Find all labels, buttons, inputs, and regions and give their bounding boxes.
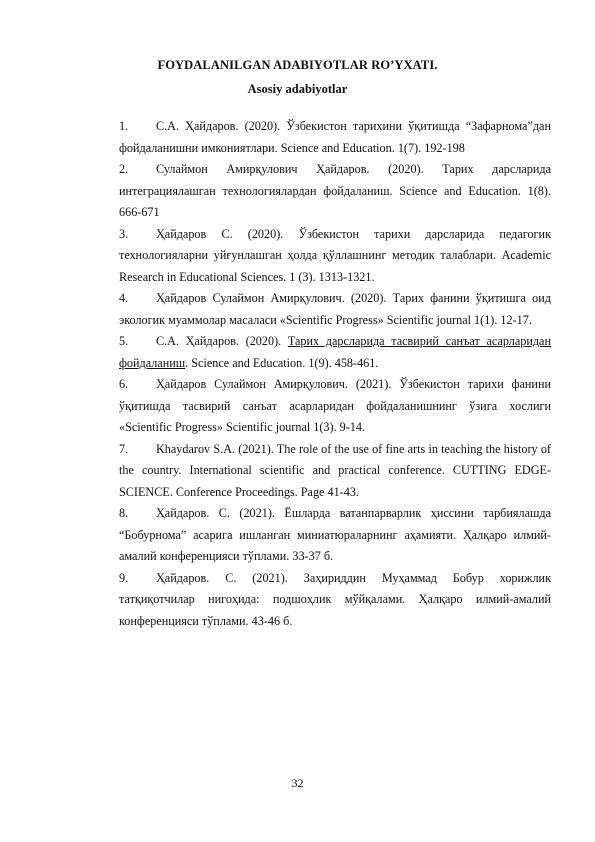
reference-number: 6.	[119, 377, 129, 391]
reference-item	[119, 288, 551, 331]
reference-item	[119, 159, 551, 224]
reference-number: 2.	[119, 162, 129, 176]
reference-number: 5.	[119, 334, 129, 348]
reference-text: Ҳайдаров Сулаймон Амирқулович. (2020). Тарих фанини ўқитишга оид экологик муаммолар масаласи «Scientific Progress» Scientific journal 1(1). 12-17.	[119, 291, 551, 327]
reference-text: Khaydarov S.A. (2021). The role of the use of fine arts in teaching the history of the country. International scientific and practical conference. CUTTING EDGE-SCIENCE. Conference Proceedings. Page 41-43.	[119, 441, 551, 499]
reference-text: Ҳайдаров. С. (2021). Заҳириддин Муҳаммад Бобур хорижлик татқиқотчилар нигоҳида: подшоҳлик мўйқалами. Ҳалқаро илмий-амалий конференцияси тўплами. 43-46 б.	[119, 570, 551, 628]
reference-suffix: . Science and Education. 1(9). 458-461.	[185, 355, 379, 370]
reference-number: 1.	[119, 119, 129, 133]
page-number: 32	[291, 776, 304, 790]
page-title: FOYDALANILGAN ADABIYOTLAR RO’YXATI.	[157, 58, 438, 72]
reference-number: 3.	[119, 226, 129, 241]
reference-item	[119, 439, 551, 504]
reference-item	[119, 503, 551, 568]
reference-list	[119, 116, 551, 632]
reference-text: Ҳайдаров С. (2020). Ўзбекистон тарихи дарсларида педагогик технологияларни уйғунлашган ҳолда қўллашнинг методик талаблари. Academic Research in Educational Sciences. 1 (3). 1313-1321.	[119, 226, 551, 284]
reference-number: 8.	[119, 506, 129, 520]
reference-item	[119, 568, 551, 633]
reference-text: Сулаймон Амирқулович Ҳайдаров. (2020). Тарих дарсларида интеграциялашган технологиялардан фойдаланиш. Science and Education. 1(8). 666-671	[119, 162, 551, 219]
reference-item	[119, 224, 551, 289]
reference-item	[119, 116, 551, 159]
reference-text: Ҳайдаров Сулаймон Амирқулович. (2021). Ўзбекистон тарихи фанини ўқитишда тасвирий санъат асарларидан фойдаланишнинг ўзига хослиги «Scientific Progress» Scientific journal 1(3). 9-14.	[119, 377, 551, 434]
reference-title-link[interactable]: Тарих дарсларида тасвирий санъат асарларидан фойдаланиш	[119, 334, 551, 370]
reference-text	[119, 331, 551, 374]
reference-text: С.А. Ҳайдаров. (2020). Ўзбекистон тарихини ўқитишда “Зафарнома”дан фойдаланишни имкониятлари. Science and Education. 1(7). 192-198	[119, 119, 551, 155]
reference-number: 7.	[119, 441, 129, 456]
reference-item	[119, 331, 551, 374]
reference-text: Ҳайдаров. С. (2021). Ёшларда ватанпарварлик ҳиссини тарбиялашда “Бобурнома” асарига ишланган миниатюраларнинг аҳамияти. Ҳалқаро илмий- амалий конференцияси тўплами. 33-37 б.	[119, 506, 551, 563]
section-subtitle: Asosiy adabiyotlar	[247, 82, 348, 96]
reference-prefix: С.А. Ҳайдаров. (2020).	[156, 334, 288, 348]
reference-number: 4.	[119, 291, 129, 305]
reference-number: 9.	[119, 570, 129, 585]
reference-item	[119, 374, 551, 439]
